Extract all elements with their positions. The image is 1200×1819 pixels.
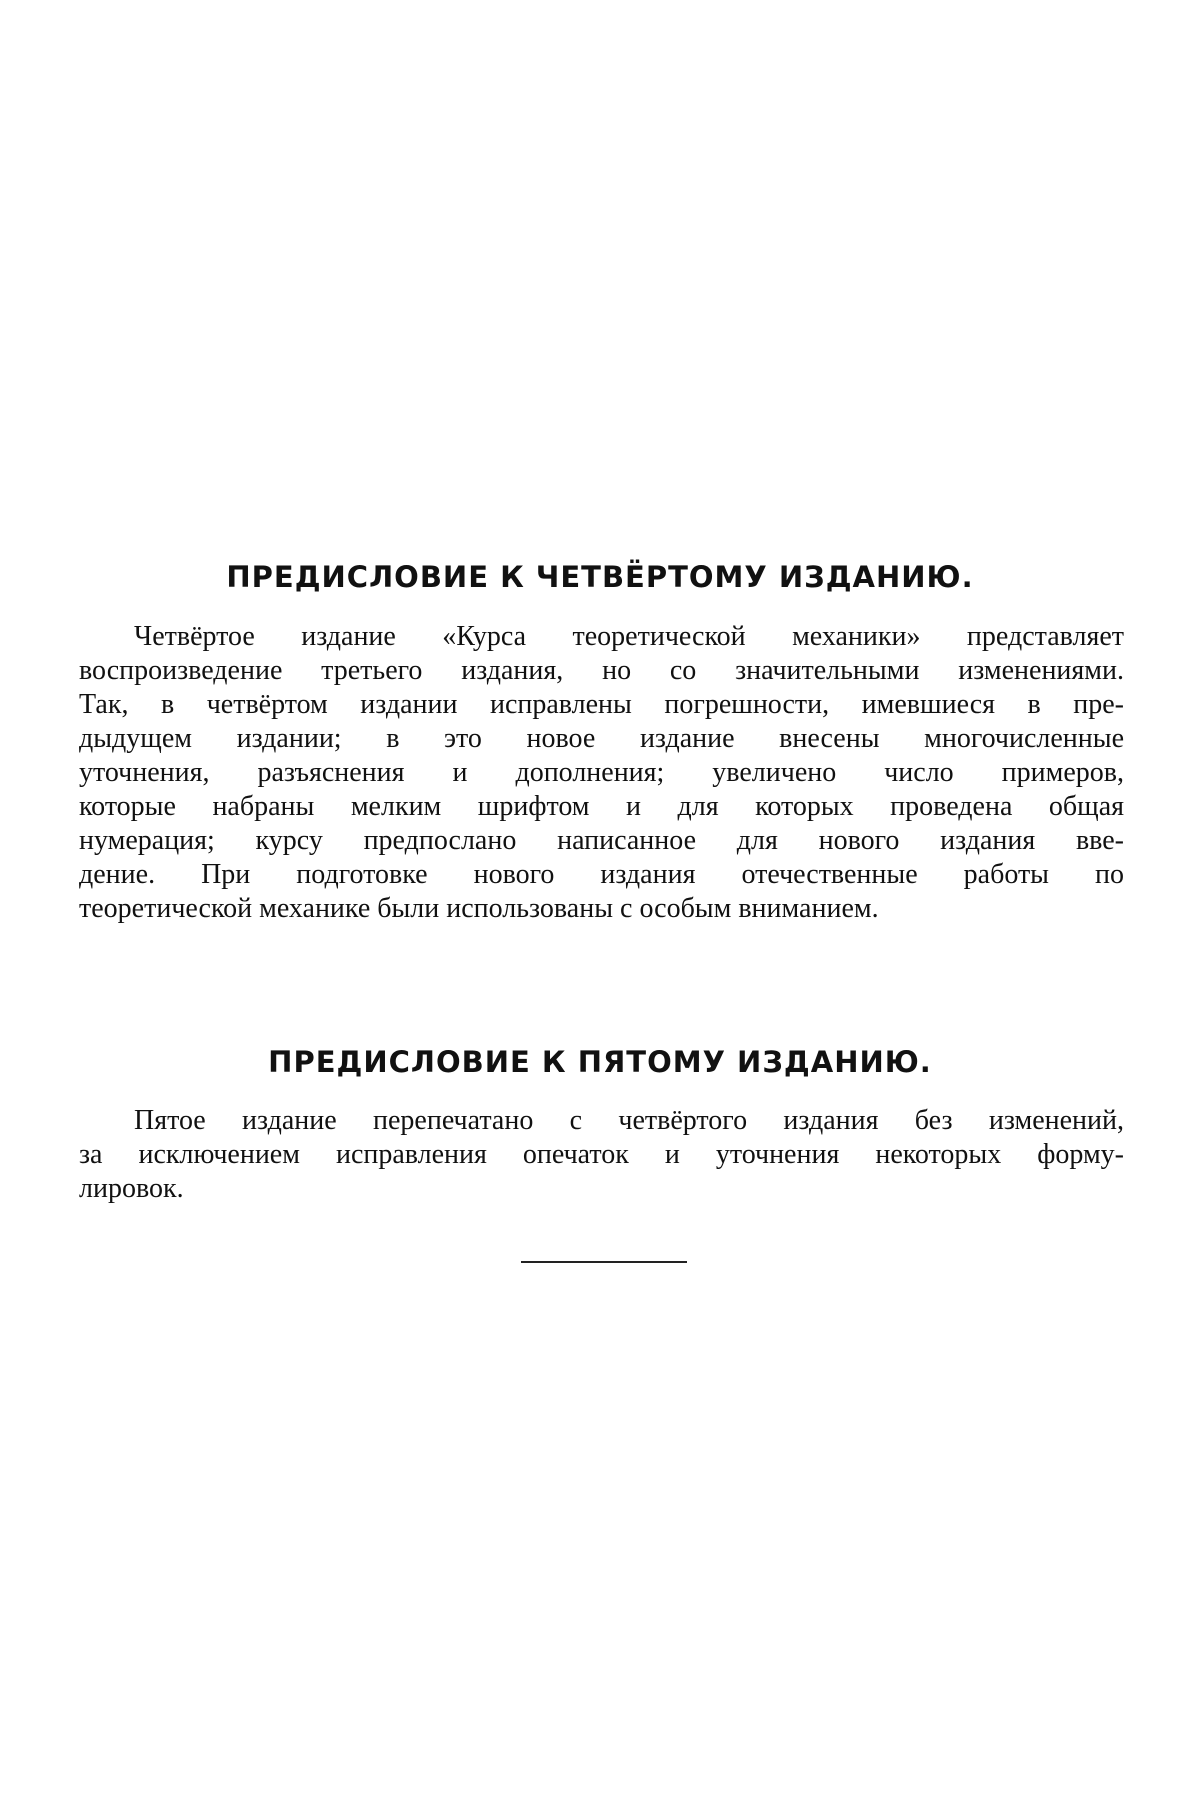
fourth-edition-preface-heading: ПРЕДИСЛОВИЕ К ЧЕТВЁРТОМУ ИЗДАНИЮ. <box>226 560 974 594</box>
paragraph-line: воспроизведение третьего издания, но со значительными изменениями. <box>79 655 1124 686</box>
paragraph-line: Пятое издание перепечатано с четвёртого издания без изменений, <box>134 1105 1124 1136</box>
paragraph-line: дение. При подготовке нового издания отечественные работы по <box>79 859 1124 890</box>
paragraph-line: Четвёртое издание «Курса теоретической механики» представляет <box>134 621 1124 652</box>
paragraph-line: лировок. <box>79 1173 184 1204</box>
fourth-edition-preface-paragraph <box>79 620 1124 926</box>
paragraph-line: уточнения, разъяснения и дополнения; увеличено число примеров, <box>79 757 1124 788</box>
paragraph-line: которые набраны мелким шрифтом и для которых проведена общая <box>79 791 1124 822</box>
paragraph-line: дыдущем издании; в это новое издание внесены многочисленные <box>79 723 1124 754</box>
fifth-edition-preface-heading: ПРЕДИСЛОВИЕ К ПЯТОМУ ИЗДАНИЮ. <box>268 1045 932 1079</box>
fifth-edition-preface-paragraph <box>79 1104 1124 1206</box>
paragraph-line: нумерация; курсу предпослано написанное для нового издания вве- <box>79 825 1124 856</box>
section-end-rule <box>521 1261 687 1263</box>
paragraph-line: Так, в четвёртом издании исправлены погрешности, имевшиеся в пре- <box>79 689 1124 720</box>
paragraph-line: теоретической механике были использованы с особым вниманием. <box>79 893 879 924</box>
paragraph-line: за исключением исправления опечаток и уточнения некоторых форму- <box>79 1139 1124 1170</box>
